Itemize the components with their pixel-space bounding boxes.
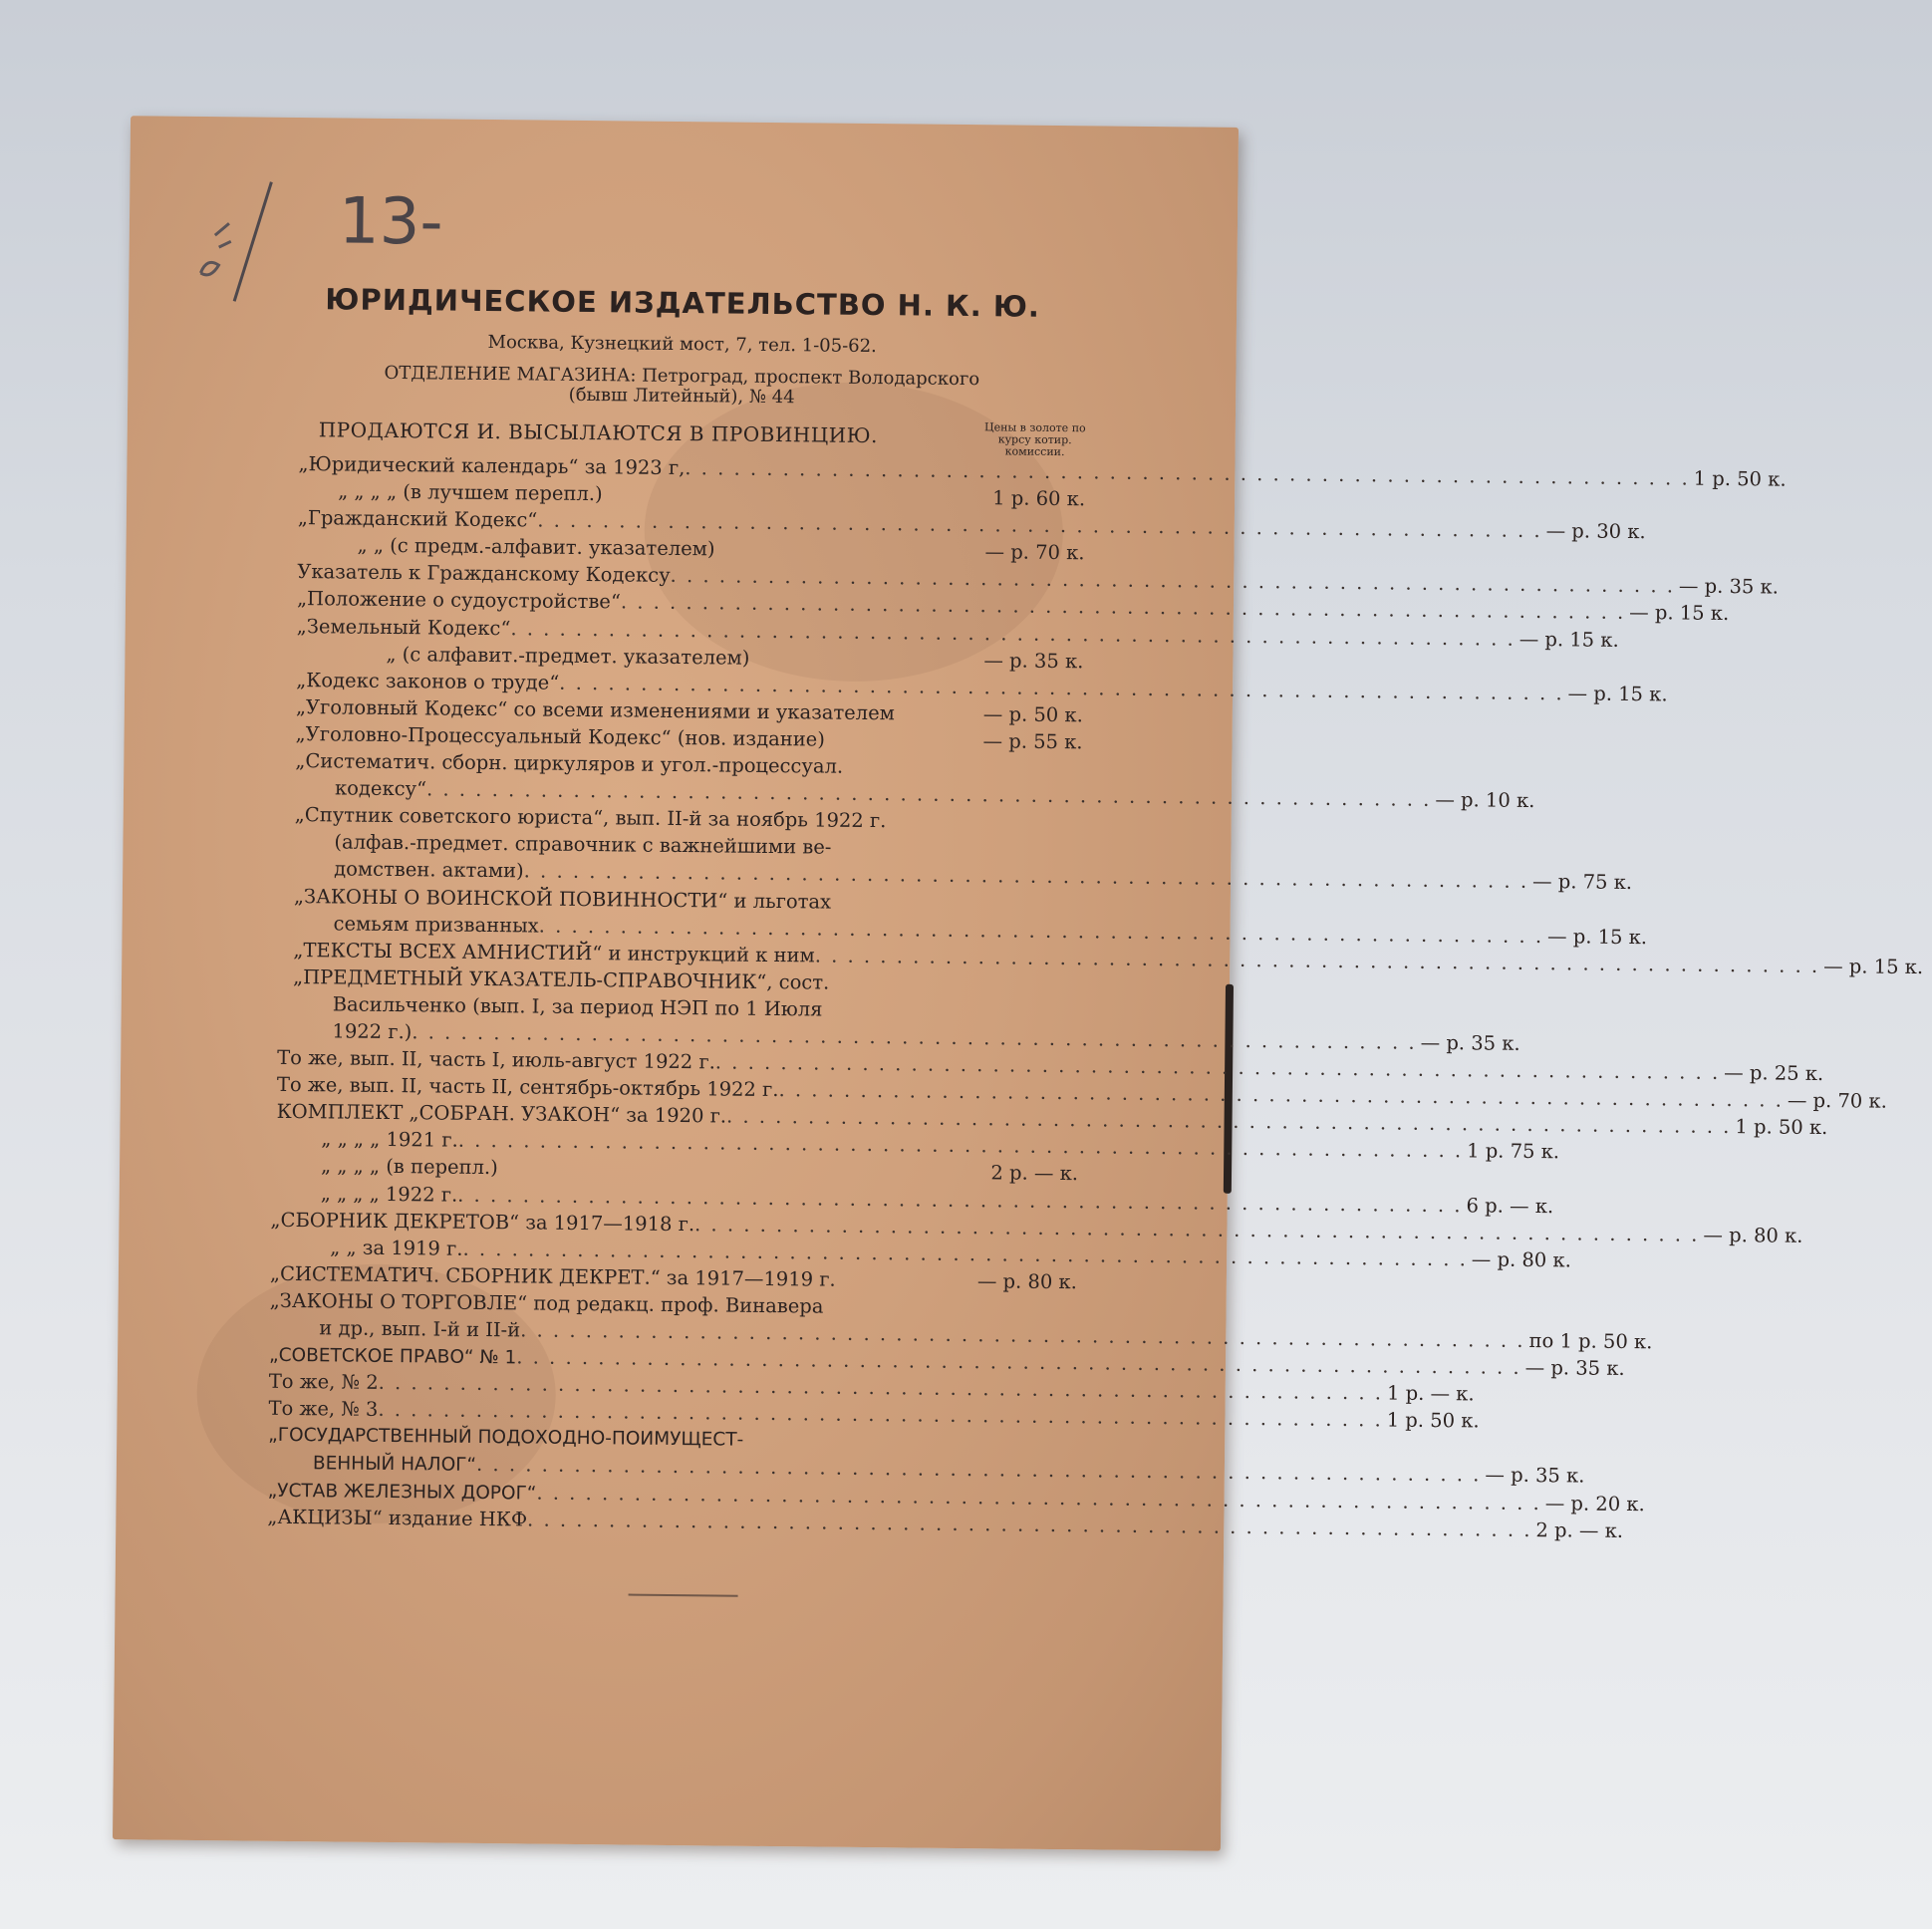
item-title: „Спутник советского юриста“, вып. II-й за ноябрь 1922 г. (294, 803, 887, 833)
dot-leader (831, 908, 1077, 911)
item-price: — р. 35 к. (1524, 1356, 1625, 1381)
catalog-page (113, 116, 1924, 1851)
dot-leader (836, 1286, 973, 1287)
item-title: 1922 г.) (332, 1019, 413, 1044)
item-title: семьям призванных (333, 911, 539, 938)
item-title: „ЗАКОНЫ О ТОРГОВЛЕ“ под редакц. проф. Винавера (269, 1288, 824, 1318)
item-title: „УСТАВ ЖЕЛЕЗНЫХ ДОРОГ“ (267, 1480, 537, 1505)
item-price: — р. 80 к. (1703, 1223, 1803, 1247)
item-price: — р. 35 к. (1420, 1030, 1520, 1055)
item-title: „ „ (с предм.-алфавит. указателем) (357, 533, 715, 561)
item-title: „ „ за 1919 г. (330, 1236, 463, 1260)
dot-leader (823, 1312, 1072, 1315)
item-title: домствен. актами) (334, 857, 524, 883)
dot-leader (825, 745, 979, 747)
item-price: 1 р. 50 к. (1693, 466, 1787, 491)
item-title: „Уголовный Кодекс“ со всеми изменениями и указателем (295, 694, 895, 725)
item-price: 1 р. 75 к. (1467, 1139, 1560, 1164)
item-title: КОМПЛЕКТ „СОБРАН. УЗАКОН“ за 1920 г. (276, 1100, 727, 1128)
item-title: „СИСТЕМАТИЧ. СБОРНИК ДЕКРЕТ.“ за 1917—1919 г. (269, 1261, 836, 1291)
item-price: 2 р. — к. (990, 1161, 1079, 1186)
dot-leader (749, 664, 979, 666)
item-title: „Гражданский Кодекс“ (297, 506, 538, 532)
item-price: — р. 15 к. (1567, 682, 1668, 706)
dot-leader (895, 719, 979, 720)
item-price: 1 р. 50 к. (1386, 1408, 1480, 1433)
item-title: „Юридический календарь“ за 1923 г, (298, 452, 686, 480)
item-price: — р. 70 к. (1787, 1088, 1887, 1113)
dot-leader (886, 827, 1077, 829)
price-note: Цены в золоте по курсу котир. комиссии. (983, 420, 1086, 459)
item-title: и др., вып. I-й и II-й (319, 1316, 521, 1342)
item-price: — р. 55 к. (982, 729, 1083, 754)
item-price: 6 р. — к. (1466, 1193, 1554, 1218)
publisher-address: Москва, Кузнецкий мост, 7, тел. 1-05-62. (487, 331, 877, 358)
handwritten-note-text: 13- (338, 184, 443, 260)
item-price: 1 р. 60 к. (992, 486, 1086, 511)
item-price: — р. 80 к. (976, 1269, 1078, 1294)
item-price: — р. 30 к. (1545, 519, 1646, 544)
item-price: — р. 25 к. (1724, 1061, 1824, 1086)
price-list-heading: ПРОДАЮТСЯ И. ВЫСЫЛАЮТСЯ В ПРОВИНЦИЮ. (318, 417, 879, 448)
item-title: „Систематич. сборн. циркуляров и угол.-процессуал. (295, 749, 844, 778)
dot-leader (843, 773, 1078, 775)
item-price: — р. 70 к. (984, 540, 1085, 565)
item-price: — р. 75 к. (1531, 870, 1633, 895)
dot-leader (829, 988, 1076, 991)
item-title: „ГОСУДАРСТВЕННЫЙ ПОДОХОДНО-ПОИМУЩЕСТ- (268, 1425, 744, 1452)
item-title: Васильченко (вып. I, за период НЭП по 1 Июля (332, 992, 823, 1021)
item-title: „ТЕКСТЫ ВСЕХ АМНИСТИЙ“ и инструкций к ним (293, 938, 815, 967)
item-title: кодексу“ (334, 776, 427, 801)
item-price: 2 р. — к. (1535, 1517, 1624, 1542)
item-title: „ЗАКОНЫ О ВОИНСКОЙ ПОВИННОСТИ“ и льготах (293, 884, 832, 914)
item-title: „ „ „ „ (в лучшем перепл.) (338, 479, 603, 506)
item-title: „СОВЕТСКОЕ ПРАВО“ № 1 (268, 1344, 517, 1369)
item-title: То же, № 2 (268, 1369, 379, 1395)
branch-address (128, 361, 1236, 413)
dot-leader (498, 1175, 987, 1180)
item-price: — р. 10 к. (1435, 788, 1535, 813)
item-title: ВЕННЫЙ НАЛОГ“ (312, 1453, 477, 1477)
item-price: — р. 15 к. (1823, 954, 1924, 978)
item-title: „СБОРНИК ДЕКРЕТОВ“ за 1917—1918 г. (270, 1208, 695, 1236)
item-title: „ „ „ „ 1922 г. (320, 1181, 458, 1207)
dot-leader (822, 1015, 1075, 1018)
item-title: „ (с алфавит.-предмет. указателем) (386, 642, 750, 670)
item-title: (алфав.-предмет. справочник с важнейшими ве- (334, 830, 832, 859)
price-list-rows (267, 450, 1924, 1542)
item-price: — р. 35 к. (1485, 1464, 1585, 1489)
item-price: — р. 80 к. (1471, 1247, 1571, 1272)
item-title: „АКЦИЗЫ“ издание НКФ (267, 1505, 528, 1531)
price-list (267, 416, 1924, 1542)
dot-leader (831, 854, 1077, 857)
dot-leader (743, 1446, 1071, 1449)
item-price: 1 р. — к. (1386, 1381, 1475, 1406)
item-title: Указатель к Гражданскому Кодексу (297, 560, 671, 588)
item-title: „Земельный Кодекс“ (296, 614, 511, 640)
item-title: То же, № 3 (268, 1397, 379, 1422)
item-price: — р. 15 к. (1546, 924, 1648, 949)
dot-leader (714, 556, 980, 559)
item-title: То же, вып. II, часть II, сентябрь-октябрь 1922 г. (276, 1072, 779, 1102)
item-title: „Уголовно-Процессуальный Кодекс“ (нов. издание) (295, 721, 826, 751)
item-price: — р. 35 к. (983, 648, 1084, 673)
item-price: — р. 20 к. (1544, 1491, 1645, 1516)
branch-line-1: ОТДЕЛЕНИЕ МАГАЗИНА: Петроград, проспект Володарского (384, 362, 980, 391)
item-title: То же, вып. II, часть I, июль-август 1922 г. (277, 1045, 715, 1074)
item-price: — р. 35 к. (1678, 574, 1780, 599)
item-title: „Положение о судоустройстве“ (296, 587, 621, 614)
item-title: „ „ „ „ 1921 г. (321, 1127, 458, 1153)
item-price: 1 р. 50 к. (1735, 1115, 1828, 1140)
item-title: „ПРЕДМЕТНЫЙ УКАЗАТЕЛЬ-СПРАВОЧНИК“, сост. (292, 964, 830, 994)
closing-rule (629, 1594, 738, 1597)
publisher-header (128, 280, 1237, 413)
item-price: — р. 50 к. (982, 702, 1083, 727)
branch-line-2: (бывш Литейный), № 44 (568, 384, 795, 409)
item-price: — р. 15 к. (1629, 601, 1730, 626)
item-price: — р. 15 к. (1518, 627, 1619, 652)
publisher-title: ЮРИДИЧЕСКОЕ ИЗДАТЕЛЬСТВО Н. К. Ю. (325, 282, 1041, 324)
dot-leader (603, 500, 989, 504)
item-price: по 1 р. 50 к. (1528, 1328, 1653, 1354)
item-title: „ „ „ „ (в перепл.) (320, 1154, 498, 1180)
item-title: „Кодекс законов о труде“ (296, 668, 560, 694)
